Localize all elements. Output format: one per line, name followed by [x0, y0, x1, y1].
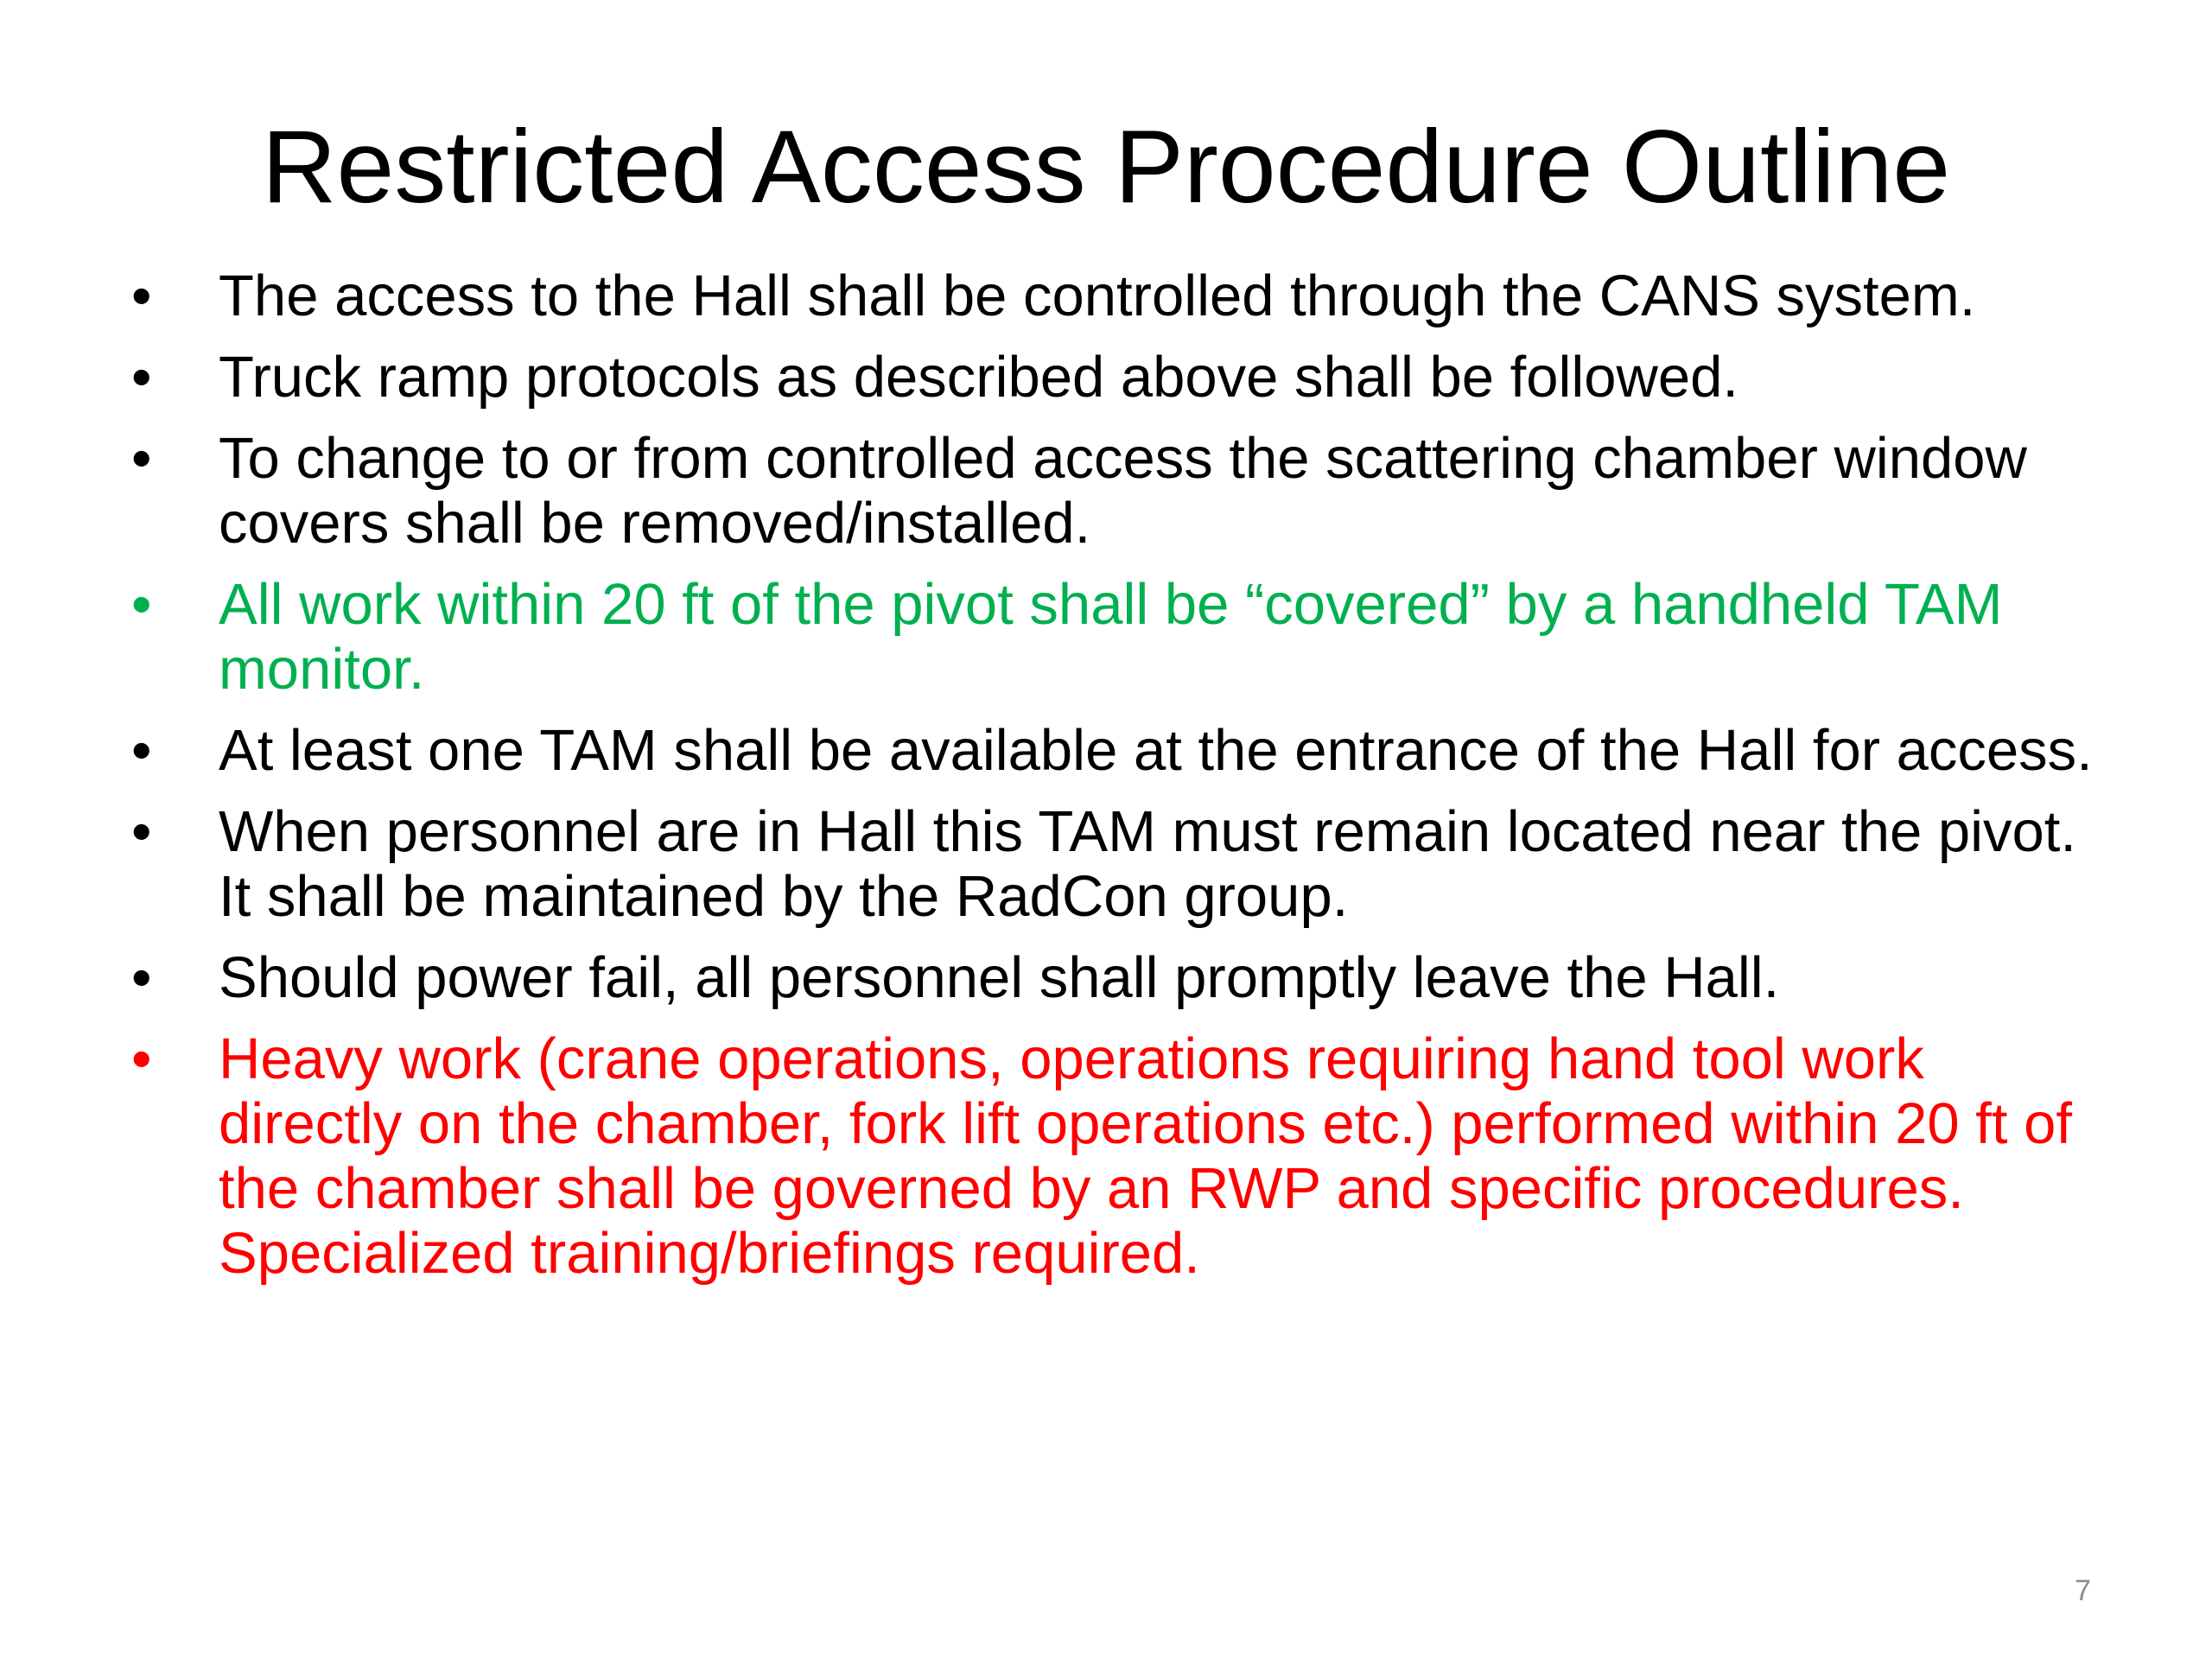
bullet-text: Heavy work (crane operations, operations requiring hand tool work directly on the chamber, fork lift operations etc.) performed within 20 ft of the chamber shall be governed by an RWP and specific procedures. Specialized training/briefings required.	[219, 1027, 2073, 1286]
bullet-dot-icon: •	[131, 799, 152, 864]
bullet-text: Should power fail, all personnel shall promptly leave the Hall.	[219, 945, 1780, 1010]
bullet-dot-icon: •	[131, 426, 152, 491]
bullet-text: At least one TAM shall be available at the entrance of the Hall for access.	[219, 718, 2093, 783]
bullet-text: The access to the Hall shall be controlled through the CANS system.	[219, 264, 1976, 328]
bullet-text: All work within 20 ft of the pivot shall be “covered” by a handheld TAM monitor.	[219, 572, 2003, 702]
bullet-list	[130, 264, 2100, 1302]
bullet-item	[130, 345, 2100, 410]
bullet-item	[130, 572, 2100, 702]
bullet-dot-icon: •	[131, 345, 152, 410]
bullet-item	[130, 426, 2100, 556]
bullet-item	[130, 799, 2100, 929]
bullet-dot-icon: •	[131, 264, 152, 328]
bullet-text: To change to or from controlled access the scattering chamber window covers shall be removed/installed.	[219, 426, 2027, 556]
bullet-item	[130, 718, 2100, 783]
page-number: 7	[2075, 1574, 2091, 1607]
bullet-text: Truck ramp protocols as described above shall be followed.	[219, 345, 1739, 410]
bullet-text: When personnel are in Hall this TAM must remain located near the pivot. It shall be maintained by the RadCon group.	[219, 799, 2076, 929]
bullet-dot-icon: •	[131, 1027, 152, 1091]
bullet-dot-icon: •	[131, 572, 152, 637]
bullet-dot-icon: •	[131, 718, 152, 783]
bullet-item	[130, 945, 2100, 1010]
slide-title: Restricted Access Procedure Outline	[261, 109, 1951, 225]
bullet-dot-icon: •	[131, 945, 152, 1010]
bullet-item	[130, 1027, 2100, 1286]
bullet-item	[130, 264, 2100, 328]
